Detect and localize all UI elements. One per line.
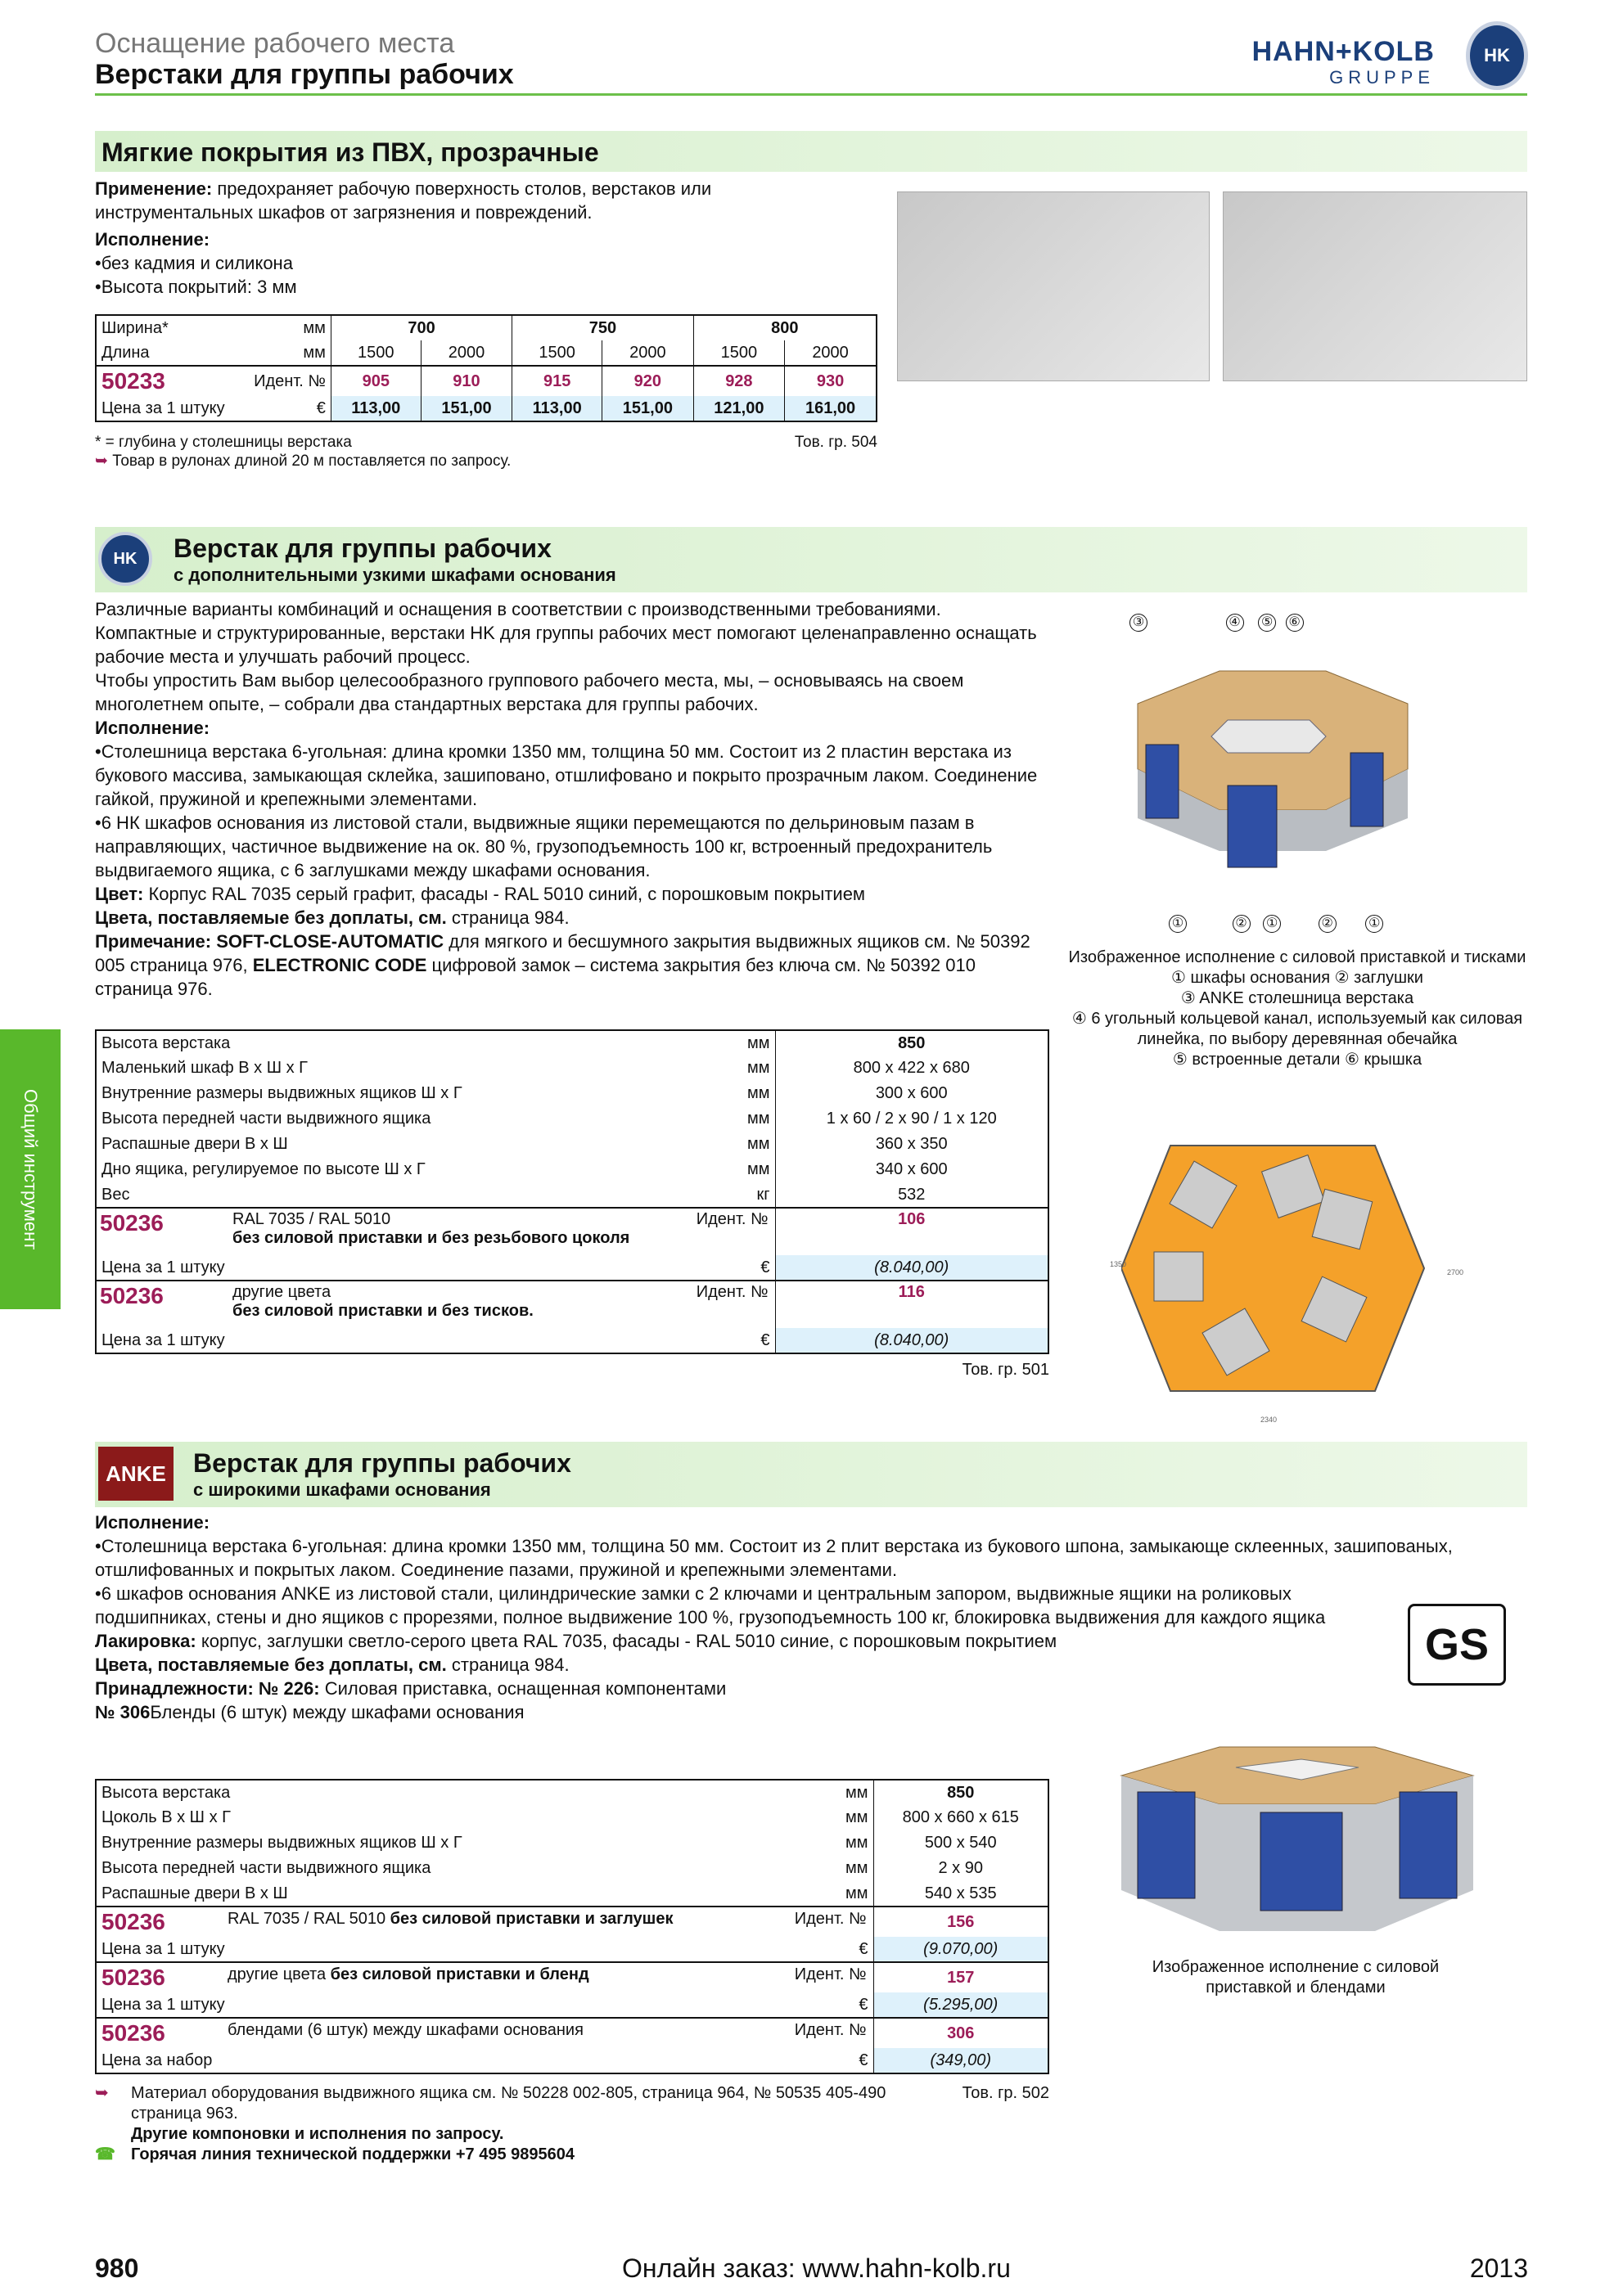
article-number[interactable]: 50236 <box>100 1283 164 1308</box>
color-label: Цвет: <box>95 884 144 904</box>
price: 113,00 <box>512 396 602 421</box>
spec-unit: мм <box>747 1110 770 1128</box>
callout: ① <box>1263 915 1281 933</box>
exec-label: Исполнение: <box>95 1512 210 1533</box>
dim-height: 2700 <box>1447 1268 1464 1276</box>
s2-description <box>95 597 1044 1001</box>
spec-label: Распашные двери В x Ш <box>101 1135 288 1153</box>
lack-label: Лакировка: <box>95 1631 196 1651</box>
price-label: Цена за 1 штуку <box>101 1939 225 1958</box>
item-id[interactable]: 306 <box>873 2018 1048 2048</box>
lack-text: корпус, заглушки светло-серого цвета RAL 7035, фасады - RAL 5010 синие, с порошковым покрытием <box>201 1631 1057 1651</box>
paragraph: Чтобы упростить Вам выбор целесообразного группового рабочего места, мы, – основываясь на своем многолетнем опыте, – собрали два стандартных верстака для группы рабочих. <box>95 670 964 714</box>
item-desc: блендами (6 штук) между шкафами основания <box>228 2021 584 2039</box>
hk-logo-icon: HK <box>98 532 152 586</box>
bullet: •Столешница верстака 6-угольная: длина кромки 1350 мм, толщина 50 мм. Состоит из 2 плит верстака из букового шпона, замыкающе склеенных, зашипованых, отшлифованных и покрытых лаком. Соединение пазами, пружиной и крепежными элементами. <box>95 1536 1453 1580</box>
s3-title: Верстак для группы рабочих <box>193 1448 571 1478</box>
acc-text: Силовая приставка, оснащенная компонентами <box>324 1678 727 1699</box>
free-colors-text: страница 984. <box>451 1654 570 1675</box>
s3-header-band <box>95 1442 1527 1507</box>
note: Товар в рулонах длиной 20 м поставляется по запросу. <box>112 452 512 470</box>
currency: € <box>859 1939 868 1958</box>
cell[interactable]: 930 <box>785 366 877 396</box>
price: (9.070,00) <box>873 1937 1048 1962</box>
cell: 700 <box>331 315 512 340</box>
s1-use-text: предохраняет рабочую поверхность столов, верстаков или инструментальных шкафов от загрязнения и повреждений. <box>95 178 712 223</box>
s1-exec-label: Исполнение: <box>95 229 210 250</box>
spec-value: 800 x 422 x 680 <box>775 1056 1048 1081</box>
s2-top-view-diagram <box>1121 1137 1432 1407</box>
caption-line: ③ ANKE столешница верстака <box>1180 989 1414 1007</box>
spec-value: 360 x 350 <box>775 1132 1048 1157</box>
price: (8.040,00) <box>775 1255 1048 1281</box>
id-label: Идент. № <box>696 1283 769 1301</box>
cell: мм <box>303 318 326 337</box>
product-group: Тов. гр. 502 <box>962 2084 1049 2102</box>
item-desc: другие цвета <box>228 1965 327 1983</box>
free-colors-label: Цвета, поставляемые без доплаты, см. <box>95 907 447 928</box>
s2-spec-table <box>95 1029 1049 1380</box>
exec-label: Исполнение: <box>95 718 210 738</box>
s3-workbench-photo <box>1105 1743 1486 1939</box>
brand-sub: GRUPPE <box>1329 67 1435 88</box>
s1-table <box>95 314 877 422</box>
spec-unit: мм <box>747 1059 770 1077</box>
side-tab[interactable]: Общий инструмент <box>0 1029 61 1309</box>
callout: ④ <box>1226 614 1244 632</box>
item-desc-bold: без силовой приставки и без тисков. <box>232 1302 534 1320</box>
s2-caption <box>1064 948 1531 1070</box>
spec-label: Дно ящика, регулируемое по высоте Ш x Г <box>101 1160 426 1178</box>
callout: ① <box>1365 915 1383 933</box>
spec-value: 850 <box>775 1030 1048 1056</box>
s1-bullet: •без кадмия и силикона <box>95 253 293 273</box>
note: Материал оборудования выдвижного ящика см. № 50228 002-805, страница 964, № 50535 405-490 страница 963. <box>131 2084 886 2123</box>
spec-value: 300 x 600 <box>775 1081 1048 1106</box>
spec-unit: мм <box>747 1084 770 1102</box>
caption-line: Изображенное исполнение с силовой приставкой и тисками <box>1068 948 1526 966</box>
spec-value: 850 <box>873 1780 1048 1805</box>
id-label: Идент. № <box>696 1210 769 1228</box>
s2-subtitle: с дополнительными узкими шкафами основания <box>174 565 616 585</box>
dim-side: 1350 <box>1110 1260 1127 1268</box>
free-colors-text: страница 984. <box>451 907 570 928</box>
article-number[interactable]: 50236 <box>101 1965 165 1990</box>
spec-unit: мм <box>845 1884 868 1902</box>
price: (8.040,00) <box>775 1328 1048 1353</box>
s1-use-label: Применение: <box>95 178 213 199</box>
cell: мм <box>303 343 326 362</box>
footer-year: 2013 <box>1469 2253 1528 2283</box>
caption-line: ④ 6 угольный кольцевой канал, используемый как силовая линейка, по выбору деревянная обечайка <box>1071 1010 1523 1048</box>
cell: Длина <box>101 343 150 362</box>
spec-unit: кг <box>756 1185 770 1204</box>
remark-label: Примечание: <box>95 931 212 952</box>
footer-url[interactable]: Онлайн заказ: www.hahn-kolb.ru <box>622 2253 1011 2283</box>
price-label: Цена за 1 штуку <box>101 1995 225 2014</box>
cell: 2000 <box>785 340 877 366</box>
spec-value: 1 x 60 / 2 x 90 / 1 x 120 <box>775 1106 1048 1132</box>
caption-line: ⑤ встроенные детали ⑥ крышка <box>1172 1051 1422 1069</box>
spec-label: Высота передней части выдвижного ящика <box>101 1859 431 1877</box>
price: (349,00) <box>873 2048 1048 2073</box>
cell[interactable]: 910 <box>421 366 512 396</box>
cell: Ширина* <box>101 318 169 337</box>
cell[interactable]: 915 <box>512 366 602 396</box>
page-number: 980 <box>95 2253 139 2283</box>
id-label: Идент. № <box>794 1965 867 1983</box>
s2-header-band <box>95 527 1527 592</box>
item-desc-bold: без силовой приставки и без резьбового цоколя <box>232 1229 630 1247</box>
caption-line: ① шкафы основания ② заглушки <box>1171 969 1423 987</box>
bullet: •Столешница верстака 6-угольная: длина кромки 1350 мм, толщина 50 мм. Состоит из 2 пластин верстака из букового массива, замыкающая склейка, зашиповано, отшлифовано и покрыто прозрачным лаком. Соединение гайкой, пружиной и крепежными элементами. <box>95 741 1038 809</box>
bullet: •6 шкафов основания ANKE из листовой стали, цилиндрические замки с 2 ключами и центральным запором, выдвижные ящики на роликовых подшипниках, стены и дно ящиков с прорезями, полное выдвижение 100 %, грузоподъемность 100 кг, блокировка выдвижения для каждого ящика <box>95 1583 1326 1627</box>
spec-label: Распашные двери В x Ш <box>101 1884 288 1902</box>
product-group: Тов. гр. 501 <box>962 1361 1049 1379</box>
acc-label: Принадлежности: № 226: <box>95 1678 320 1699</box>
remark-text: для мягкого и бесшумного закрытия выдвижных ящиков см. № 50392 005 страница 976, <box>95 931 1030 975</box>
s2-title: Верстак для группы рабочих <box>174 533 552 563</box>
article-number[interactable]: 50236 <box>100 1210 164 1236</box>
spec-label: Цоколь В x Ш x Г <box>101 1808 231 1826</box>
item-desc: RAL 7035 / RAL 5010 <box>232 1210 391 1228</box>
price: (5.295,00) <box>873 1992 1048 2018</box>
callout: ⑥ <box>1286 614 1304 632</box>
s2-workbench-photo <box>1105 655 1432 900</box>
s1-photo-2 <box>1223 191 1527 381</box>
item-desc-bold: без силовой приставки и бленд <box>330 1965 589 1983</box>
s3-notes <box>95 2083 1049 2165</box>
price-label: Цена за 1 штуку <box>101 1258 225 1276</box>
spec-unit: мм <box>845 1859 868 1877</box>
callout: ① <box>1169 915 1187 933</box>
spec-unit: мм <box>845 1808 868 1826</box>
callouts-top <box>1129 612 1375 632</box>
spec-unit: мм <box>747 1160 770 1178</box>
product-group: Тов. гр. 504 <box>794 434 877 451</box>
callout: ⑤ <box>1258 614 1276 632</box>
phone-icon: ☎ <box>95 2145 115 2163</box>
page-title: Верстаки для группы рабочих <box>95 59 514 90</box>
currency: € <box>760 1258 770 1276</box>
cell: € <box>316 398 326 417</box>
spec-label: Высота верстака <box>101 1033 231 1052</box>
color-text: Корпус RAL 7035 серый графит, фасады - RAL 5010 синий, с порошковым покрытием <box>148 884 866 904</box>
spec-value: 340 x 600 <box>775 1157 1048 1182</box>
item-id[interactable]: 106 <box>775 1208 1048 1255</box>
s3-spec-table <box>95 1779 1049 2074</box>
s1-photo-1 <box>897 191 1210 381</box>
s3-subtitle: с широкими шкафами основания <box>193 1479 491 1500</box>
item-id[interactable]: 157 <box>873 1962 1048 1992</box>
s1-description <box>95 177 848 299</box>
cell: 1500 <box>512 340 602 366</box>
callouts-bottom <box>1169 913 1439 933</box>
spec-value: 540 x 535 <box>873 1881 1048 1907</box>
spec-label: Внутренние размеры выдвижных ящиков Ш x Г <box>101 1084 462 1102</box>
spec-value: 800 x 660 x 615 <box>873 1805 1048 1830</box>
item-id[interactable]: 156 <box>873 1907 1048 1937</box>
callout: ③ <box>1129 614 1147 632</box>
spec-unit: мм <box>845 1834 868 1852</box>
remark-text: цифровой замок – система закрытия без ключа см. № 50392 010 страница 976. <box>95 955 976 999</box>
note: Другие компоновки и исполнения по запросу. <box>131 2125 504 2143</box>
header-divider <box>95 93 1527 96</box>
arrow-icon: ➥ <box>95 452 108 470</box>
brand-mark-icon: HK <box>1466 21 1528 90</box>
id-label: Идент. № <box>794 2021 867 2039</box>
s1-title: Мягкие покрытия из ПВХ, прозрачные <box>101 137 599 167</box>
item-id[interactable]: 116 <box>775 1281 1048 1328</box>
brand-logo: HAHN+KOLB <box>1251 36 1435 67</box>
spec-label: Вес <box>101 1185 130 1204</box>
currency: € <box>859 1995 868 2014</box>
spec-unit: мм <box>845 1783 868 1802</box>
s3-description <box>95 1510 1503 1724</box>
acc2-label: № 306 <box>95 1702 151 1722</box>
spec-label: Маленький шкаф В x Ш x Г <box>101 1059 309 1077</box>
price: 151,00 <box>421 396 512 421</box>
remark-bold: ELECTRONIC CODE <box>252 955 427 975</box>
spec-unit: мм <box>747 1135 770 1153</box>
spec-value: 532 <box>775 1182 1048 1208</box>
remark-bold: SOFT-CLOSE-AUTOMATIC <box>216 931 444 952</box>
callout: ② <box>1319 915 1337 933</box>
paragraph: Различные варианты комбинаций и оснащения в соответствии с производственными требованиями. Компактные и структурированные, верстаки HK для группы рабочих мест помогают целенаправленно оснащать рабочие места и улучшать рабочий процесс. <box>95 599 1037 667</box>
s1-header-band <box>95 131 1527 172</box>
currency: € <box>760 1330 770 1349</box>
gs-certification-icon: GS <box>1408 1604 1506 1686</box>
s1-bullet: •Высота покрытий: 3 мм <box>95 277 297 297</box>
spec-unit: мм <box>747 1033 770 1052</box>
hotline: Горячая линия технической поддержки +7 495 9895604 <box>131 2145 575 2163</box>
article-number[interactable]: 50236 <box>101 2020 165 2046</box>
acc2-text: Бленды (6 штук) между шкафами основания <box>150 1702 525 1722</box>
cell: 2000 <box>421 340 512 366</box>
arrow-icon: ➥ <box>95 2084 109 2102</box>
bullet: •6 НК шкафов основания из листовой стали, выдвижные ящики перемещаются по дельриновым пазам в направляющих, частичное выдвижение на ок. 80 %, грузоподъемность 100 кг, встроенный предохранитель выдвигаемого ящика, с 6 заглушками между шкафами основания. <box>95 813 993 880</box>
id-label: Идент. № <box>794 1910 867 1928</box>
cell[interactable]: 928 <box>693 366 785 396</box>
anke-logo: ANKE <box>98 1447 174 1501</box>
price-label: Цена за набор <box>101 2051 213 2069</box>
cell: 1500 <box>331 340 421 366</box>
item-desc: RAL 7035 / RAL 5010 <box>228 1910 386 1928</box>
article-number[interactable]: 50233 <box>101 368 165 394</box>
cell: Цена за 1 штуку <box>101 398 225 417</box>
cell: 800 <box>693 315 877 340</box>
article-number[interactable]: 50236 <box>101 1909 165 1934</box>
cell[interactable]: 905 <box>331 366 421 396</box>
spec-label: Высота верстака <box>101 1783 231 1802</box>
currency: € <box>859 2051 868 2069</box>
price: 113,00 <box>331 396 421 421</box>
item-desc-bold: без силовой приставки и заглушек <box>390 1910 674 1928</box>
note: * = глубина у столешницы верстака <box>95 434 352 451</box>
s3-caption: Изображенное исполнение с силовой приставкой и блендами <box>1152 1958 1440 1997</box>
spec-value: 500 x 540 <box>873 1830 1048 1856</box>
price: 151,00 <box>602 396 694 421</box>
free-colors-label: Цвета, поставляемые без доплаты, см. <box>95 1654 447 1675</box>
s1-notes <box>95 434 877 470</box>
dim-width: 2340 <box>1260 1416 1278 1424</box>
price: 161,00 <box>785 396 877 421</box>
price: 121,00 <box>693 396 785 421</box>
cell: 1500 <box>693 340 785 366</box>
item-desc: другие цвета <box>232 1283 331 1301</box>
callout: ② <box>1233 915 1251 933</box>
spec-label: Высота передней части выдвижного ящика <box>101 1110 431 1128</box>
section-title: Оснащение рабочего места <box>95 28 455 59</box>
spec-label: Внутренние размеры выдвижных ящиков Ш x Г <box>101 1834 462 1852</box>
spec-value: 2 x 90 <box>873 1856 1048 1881</box>
price-label: Цена за 1 штуку <box>101 1330 225 1349</box>
cell: 2000 <box>602 340 694 366</box>
cell: Идент. № <box>254 371 326 390</box>
cell: 750 <box>512 315 693 340</box>
cell[interactable]: 920 <box>602 366 694 396</box>
